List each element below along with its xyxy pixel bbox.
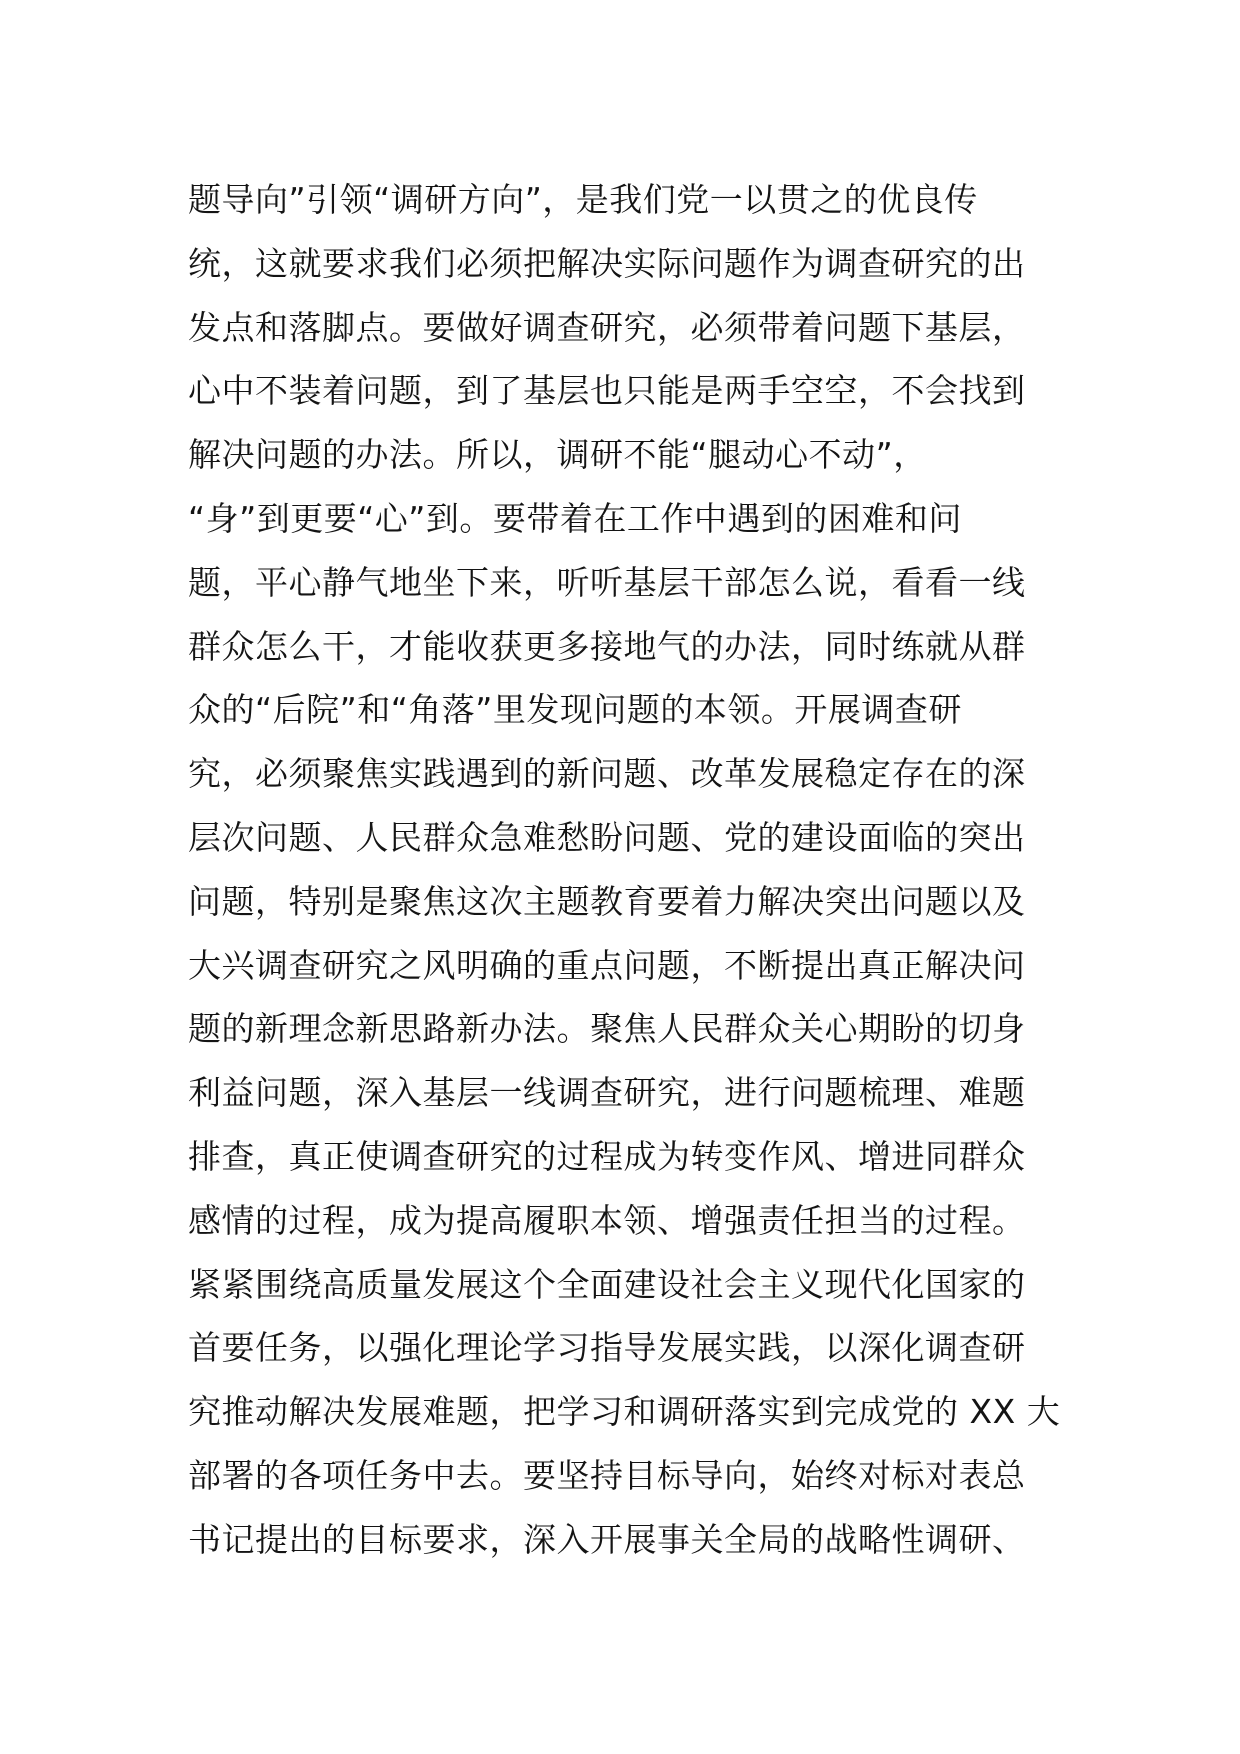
text-line-18: 紧紧围绕高质量发展这个全面建设社会主义现代化国家的 [188, 1264, 1026, 1304]
text-line-14: 题的新理念新思路新办法。聚焦人民群众关心期盼的切身 [188, 1009, 1026, 1049]
text-line-11: 层次问题、人民群众急难愁盼问题、党的建设面临的突出 [188, 817, 1026, 857]
text-line-20: 究推动解决发展难题，把学习和调研落实到完成党的 XX 大 [188, 1392, 1061, 1432]
text-line-9: 众的“后院”和“角落”里发现问题的本领。开展调查研 [188, 690, 962, 730]
body-text [188, 168, 1068, 1572]
text-line-4: 心中不装着问题，到了基层也只能是两手空空，不会找到 [188, 371, 1026, 411]
text-line-17: 感情的过程，成为提高履职本领、增强责任担当的过程。 [188, 1200, 1026, 1240]
text-line-8: 群众怎么干，才能收获更多接地气的办法，同时练就从群 [188, 626, 1026, 666]
text-line-16: 排查，真正使调查研究的过程成为转变作风、增进同群众 [188, 1136, 1026, 1176]
text-line-15: 利益问题，深入基层一线调查研究，进行问题梳理、难题 [188, 1073, 1026, 1113]
text-line-6: “身”到更要“心”到。要带着在工作中遇到的困难和问 [188, 498, 962, 538]
text-line-19: 首要任务，以强化理论学习指导发展实践，以深化调查研 [188, 1328, 1026, 1368]
text-line-21: 部署的各项任务中去。要坚持目标导向，始终对标对表总 [188, 1455, 1026, 1495]
text-line-10: 究，必须聚焦实践遇到的新问题、改革发展稳定存在的深 [188, 754, 1026, 794]
text-line-1: 题导向”引领“调研方向”，是我们党一以贯之的优良传 [188, 180, 978, 219]
text-line-3: 发点和落脚点。要做好调查研究，必须带着问题下基层， [188, 307, 1026, 347]
text-line-22: 书记提出的目标要求，深入开展事关全局的战略性调研、 [188, 1519, 1026, 1559]
text-line-7: 题，平心静气地坐下来，听听基层干部怎么说，看看一线 [188, 562, 1026, 602]
text-line-12: 问题，特别是聚焦这次主题教育要着力解决突出问题以及 [188, 881, 1026, 921]
text-line-2: 统，这就要求我们必须把解决实际问题作为调查研究的出 [188, 243, 1026, 283]
text-line-13: 大兴调查研究之风明确的重点问题，不断提出真正解决问 [188, 945, 1026, 985]
text-line-5: 解决问题的办法。所以，调研不能“腿动心不动”， [188, 435, 927, 475]
